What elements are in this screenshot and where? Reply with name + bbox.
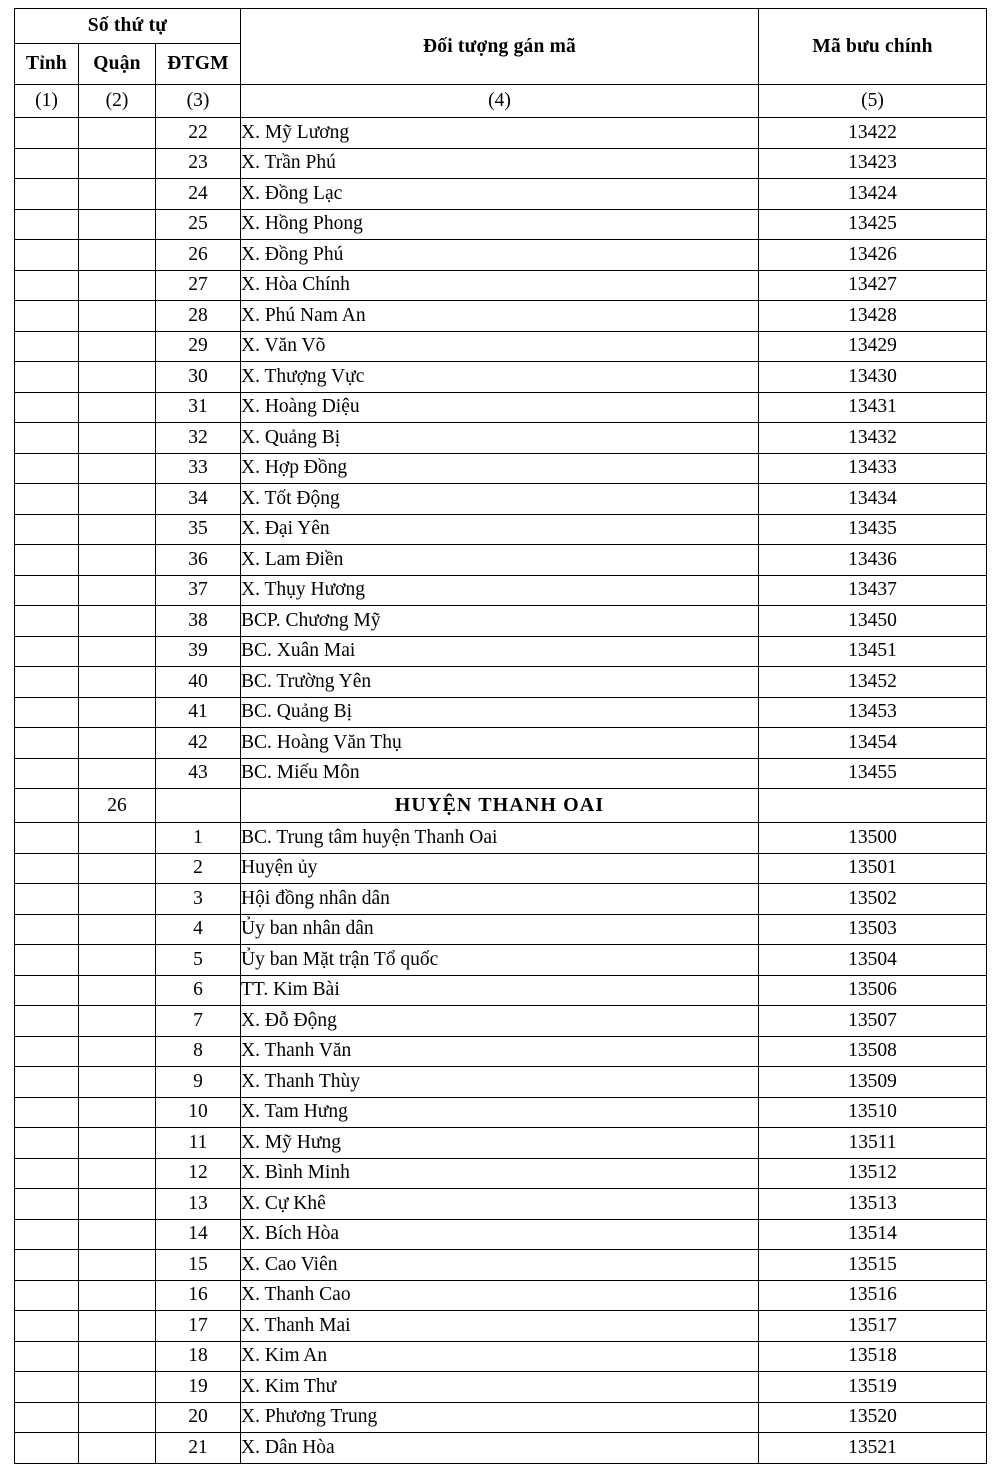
cell-quan xyxy=(79,392,156,423)
table-row xyxy=(15,884,987,915)
cell-code: 13433 xyxy=(759,453,987,484)
cell-dtgm: 6 xyxy=(156,975,241,1006)
cell-object: X. Mỹ Lương xyxy=(241,118,759,149)
cell-dtgm: 24 xyxy=(156,179,241,210)
table-row xyxy=(15,606,987,637)
cell-quan xyxy=(79,270,156,301)
cell-tinh xyxy=(15,636,79,667)
cell-code: 13432 xyxy=(759,423,987,454)
cell-object: X. Phú Nam An xyxy=(241,301,759,332)
table-row xyxy=(15,636,987,667)
cell-tinh xyxy=(15,209,79,240)
cell-tinh xyxy=(15,1067,79,1098)
cell-code: 13430 xyxy=(759,362,987,393)
cell-quan xyxy=(79,331,156,362)
cell-object: BC. Trường Yên xyxy=(241,667,759,698)
cell-object: BCP. Chương Mỹ xyxy=(241,606,759,637)
cell-code: 13516 xyxy=(759,1280,987,1311)
cell-dtgm: 2 xyxy=(156,853,241,884)
cell-code: 13512 xyxy=(759,1158,987,1189)
cell-object: X. Lam Điền xyxy=(241,545,759,576)
cell-quan xyxy=(79,514,156,545)
cell-quan xyxy=(79,301,156,332)
cell-tinh xyxy=(15,945,79,976)
cell-dtgm: 12 xyxy=(156,1158,241,1189)
cell-object: Ủy ban nhân dân xyxy=(241,914,759,945)
cell-dtgm: 8 xyxy=(156,1036,241,1067)
cell-code: 13515 xyxy=(759,1250,987,1281)
numbering-5: (5) xyxy=(759,85,987,118)
cell-quan xyxy=(79,179,156,210)
numbering-1: (1) xyxy=(15,85,79,118)
cell-object: HUYỆN THANH OAI xyxy=(241,789,759,823)
table-row xyxy=(15,1189,987,1220)
table-row xyxy=(15,575,987,606)
postal-code-table xyxy=(14,8,987,1464)
cell-code: 13519 xyxy=(759,1372,987,1403)
cell-dtgm: 9 xyxy=(156,1067,241,1098)
cell-code: 13509 xyxy=(759,1067,987,1098)
cell-tinh xyxy=(15,1311,79,1342)
cell-quan xyxy=(79,118,156,149)
header-doi-tuong-gan-ma: Đối tượng gán mã xyxy=(241,9,759,85)
cell-dtgm: 28 xyxy=(156,301,241,332)
cell-tinh xyxy=(15,697,79,728)
cell-tinh xyxy=(15,1036,79,1067)
cell-code: 13517 xyxy=(759,1311,987,1342)
table-row xyxy=(15,545,987,576)
cell-object: X. Bình Minh xyxy=(241,1158,759,1189)
cell-tinh xyxy=(15,575,79,606)
cell-tinh xyxy=(15,362,79,393)
cell-tinh xyxy=(15,484,79,515)
cell-object: X. Mỹ Hưng xyxy=(241,1128,759,1159)
cell-tinh xyxy=(15,606,79,637)
cell-code: 13506 xyxy=(759,975,987,1006)
cell-tinh xyxy=(15,1128,79,1159)
numbering-3: (3) xyxy=(156,85,241,118)
table-row xyxy=(15,1006,987,1037)
cell-object: X. Đại Yên xyxy=(241,514,759,545)
table-row xyxy=(15,270,987,301)
cell-code: 13514 xyxy=(759,1219,987,1250)
cell-code: 13508 xyxy=(759,1036,987,1067)
cell-quan xyxy=(79,1433,156,1464)
cell-dtgm: 33 xyxy=(156,453,241,484)
cell-quan xyxy=(79,1311,156,1342)
cell-quan xyxy=(79,1067,156,1098)
cell-dtgm: 30 xyxy=(156,362,241,393)
cell-quan xyxy=(79,240,156,271)
cell-object: X. Hợp Đồng xyxy=(241,453,759,484)
cell-quan xyxy=(79,1372,156,1403)
cell-dtgm: 3 xyxy=(156,884,241,915)
cell-object: X. Văn Võ xyxy=(241,331,759,362)
table-row xyxy=(15,331,987,362)
cell-dtgm: 36 xyxy=(156,545,241,576)
table-row xyxy=(15,240,987,271)
cell-object: X. Cao Viên xyxy=(241,1250,759,1281)
cell-tinh xyxy=(15,884,79,915)
cell-code: 13436 xyxy=(759,545,987,576)
cell-dtgm: 42 xyxy=(156,728,241,759)
cell-quan xyxy=(79,1280,156,1311)
cell-object: X. Đỗ Động xyxy=(241,1006,759,1037)
cell-object: X. Tam Hưng xyxy=(241,1097,759,1128)
cell-dtgm: 21 xyxy=(156,1433,241,1464)
cell-quan xyxy=(79,1158,156,1189)
cell-code: 13455 xyxy=(759,758,987,789)
cell-object: X. Thượng Vực xyxy=(241,362,759,393)
cell-tinh xyxy=(15,1219,79,1250)
cell-dtgm: 11 xyxy=(156,1128,241,1159)
table-row xyxy=(15,484,987,515)
cell-quan xyxy=(79,1128,156,1159)
cell-quan xyxy=(79,1097,156,1128)
cell-code: 13502 xyxy=(759,884,987,915)
cell-dtgm: 14 xyxy=(156,1219,241,1250)
cell-quan xyxy=(79,1006,156,1037)
cell-quan xyxy=(79,758,156,789)
cell-quan xyxy=(79,575,156,606)
cell-dtgm: 27 xyxy=(156,270,241,301)
cell-quan xyxy=(79,697,156,728)
cell-object: X. Bích Hòa xyxy=(241,1219,759,1250)
cell-quan xyxy=(79,423,156,454)
cell-code: 13427 xyxy=(759,270,987,301)
table-row xyxy=(15,1341,987,1372)
cell-code: 13520 xyxy=(759,1402,987,1433)
cell-tinh xyxy=(15,789,79,823)
header-group-so-thu-tu: Số thứ tự xyxy=(15,9,241,44)
cell-dtgm: 34 xyxy=(156,484,241,515)
cell-object: X. Thanh Thùy xyxy=(241,1067,759,1098)
table-row xyxy=(15,853,987,884)
cell-object: BC. Hoàng Văn Thụ xyxy=(241,728,759,759)
cell-tinh xyxy=(15,301,79,332)
table-row xyxy=(15,301,987,332)
cell-dtgm: 29 xyxy=(156,331,241,362)
cell-object: TT. Kim Bài xyxy=(241,975,759,1006)
table-row xyxy=(15,1280,987,1311)
cell-code: 13513 xyxy=(759,1189,987,1220)
cell-tinh xyxy=(15,914,79,945)
cell-object: Ủy ban Mặt trận Tổ quốc xyxy=(241,945,759,976)
cell-dtgm: 40 xyxy=(156,667,241,698)
cell-object: BC. Trung tâm huyện Thanh Oai xyxy=(241,823,759,854)
cell-object: X. Thanh Mai xyxy=(241,1311,759,1342)
cell-tinh xyxy=(15,1433,79,1464)
cell-code: 13426 xyxy=(759,240,987,271)
cell-quan xyxy=(79,945,156,976)
table-body xyxy=(15,85,987,1464)
cell-tinh xyxy=(15,1280,79,1311)
cell-tinh xyxy=(15,728,79,759)
table-row xyxy=(15,209,987,240)
cell-tinh xyxy=(15,514,79,545)
cell-code: 13503 xyxy=(759,914,987,945)
cell-tinh xyxy=(15,853,79,884)
cell-dtgm: 10 xyxy=(156,1097,241,1128)
cell-dtgm: 1 xyxy=(156,823,241,854)
cell-code: 13434 xyxy=(759,484,987,515)
cell-code: 13511 xyxy=(759,1128,987,1159)
cell-tinh xyxy=(15,423,79,454)
cell-object: BC. Quảng Bị xyxy=(241,697,759,728)
cell-tinh xyxy=(15,148,79,179)
numbering-2: (2) xyxy=(79,85,156,118)
header-row-top xyxy=(15,9,987,44)
cell-code: 13501 xyxy=(759,853,987,884)
cell-code: 13435 xyxy=(759,514,987,545)
cell-object: X. Hồng Phong xyxy=(241,209,759,240)
table-row xyxy=(15,1219,987,1250)
cell-quan xyxy=(79,606,156,637)
cell-object: X. Đồng Phú xyxy=(241,240,759,271)
cell-object: X. Đồng Lạc xyxy=(241,179,759,210)
cell-object: X. Quảng Bị xyxy=(241,423,759,454)
cell-tinh xyxy=(15,823,79,854)
header-ma-buu-chinh: Mã bưu chính xyxy=(759,9,987,85)
table-row xyxy=(15,1067,987,1098)
table-row xyxy=(15,1372,987,1403)
cell-dtgm: 18 xyxy=(156,1341,241,1372)
cell-quan xyxy=(79,545,156,576)
table-row xyxy=(15,1311,987,1342)
cell-code: 13453 xyxy=(759,697,987,728)
table-row xyxy=(15,179,987,210)
cell-tinh xyxy=(15,331,79,362)
cell-dtgm: 23 xyxy=(156,148,241,179)
cell-quan xyxy=(79,453,156,484)
cell-tinh xyxy=(15,975,79,1006)
cell-quan xyxy=(79,1219,156,1250)
table-row xyxy=(15,975,987,1006)
cell-object: X. Thụy Hương xyxy=(241,575,759,606)
cell-dtgm: 4 xyxy=(156,914,241,945)
cell-dtgm: 26 xyxy=(156,240,241,271)
cell-dtgm: 16 xyxy=(156,1280,241,1311)
cell-object: Hội đồng nhân dân xyxy=(241,884,759,915)
cell-tinh xyxy=(15,392,79,423)
table-row xyxy=(15,1250,987,1281)
cell-tinh xyxy=(15,453,79,484)
cell-code: 13429 xyxy=(759,331,987,362)
cell-code: 13425 xyxy=(759,209,987,240)
cell-dtgm: 22 xyxy=(156,118,241,149)
table-row xyxy=(15,945,987,976)
table-row xyxy=(15,1158,987,1189)
cell-tinh xyxy=(15,1250,79,1281)
cell-code: 13454 xyxy=(759,728,987,759)
cell-dtgm: 13 xyxy=(156,1189,241,1220)
cell-tinh xyxy=(15,1006,79,1037)
table-row xyxy=(15,118,987,149)
cell-code: 13500 xyxy=(759,823,987,854)
cell-object: X. Phương Trung xyxy=(241,1402,759,1433)
cell-object: X. Thanh Cao xyxy=(241,1280,759,1311)
cell-code: 13437 xyxy=(759,575,987,606)
cell-quan xyxy=(79,975,156,1006)
cell-dtgm: 5 xyxy=(156,945,241,976)
table-row xyxy=(15,1402,987,1433)
cell-dtgm: 7 xyxy=(156,1006,241,1037)
table-row xyxy=(15,667,987,698)
cell-quan xyxy=(79,636,156,667)
cell-quan xyxy=(79,728,156,759)
table-row xyxy=(15,914,987,945)
cell-quan xyxy=(79,667,156,698)
cell-dtgm: 20 xyxy=(156,1402,241,1433)
header-quan: Quận xyxy=(79,44,156,85)
cell-quan xyxy=(79,914,156,945)
table-row xyxy=(15,1128,987,1159)
table-header xyxy=(15,9,987,85)
cell-tinh xyxy=(15,545,79,576)
table-row xyxy=(15,697,987,728)
cell-code: 13507 xyxy=(759,1006,987,1037)
cell-tinh xyxy=(15,1097,79,1128)
cell-quan: 26 xyxy=(79,789,156,823)
cell-object: X. Cự Khê xyxy=(241,1189,759,1220)
cell-dtgm: 15 xyxy=(156,1250,241,1281)
cell-object: X. Tốt Động xyxy=(241,484,759,515)
cell-code: 13424 xyxy=(759,179,987,210)
cell-dtgm: 31 xyxy=(156,392,241,423)
cell-quan xyxy=(79,148,156,179)
cell-code: 13452 xyxy=(759,667,987,698)
cell-tinh xyxy=(15,1158,79,1189)
cell-quan xyxy=(79,1341,156,1372)
cell-tinh xyxy=(15,758,79,789)
cell-code: 13450 xyxy=(759,606,987,637)
table-section-row xyxy=(15,789,987,823)
table-row xyxy=(15,728,987,759)
table-row xyxy=(15,823,987,854)
cell-dtgm: 35 xyxy=(156,514,241,545)
cell-object: X. Hòa Chính xyxy=(241,270,759,301)
cell-quan xyxy=(79,1402,156,1433)
cell-dtgm: 19 xyxy=(156,1372,241,1403)
cell-quan xyxy=(79,1036,156,1067)
cell-dtgm: 39 xyxy=(156,636,241,667)
cell-dtgm: 17 xyxy=(156,1311,241,1342)
cell-quan xyxy=(79,362,156,393)
table-row xyxy=(15,362,987,393)
table-row xyxy=(15,392,987,423)
cell-quan xyxy=(79,853,156,884)
cell-object: X. Kim Thư xyxy=(241,1372,759,1403)
table-row xyxy=(15,1036,987,1067)
cell-code: 13504 xyxy=(759,945,987,976)
cell-tinh xyxy=(15,1402,79,1433)
cell-tinh xyxy=(15,1372,79,1403)
cell-code: 13521 xyxy=(759,1433,987,1464)
cell-dtgm: 25 xyxy=(156,209,241,240)
cell-quan xyxy=(79,1250,156,1281)
cell-tinh xyxy=(15,1341,79,1372)
cell-quan xyxy=(79,484,156,515)
cell-dtgm xyxy=(156,789,241,823)
cell-code: 13510 xyxy=(759,1097,987,1128)
cell-object: X. Thanh Văn xyxy=(241,1036,759,1067)
cell-object: X. Kim An xyxy=(241,1341,759,1372)
cell-object: X. Trần Phú xyxy=(241,148,759,179)
cell-quan xyxy=(79,823,156,854)
table-row xyxy=(15,453,987,484)
cell-tinh xyxy=(15,270,79,301)
column-numbering-row xyxy=(15,85,987,118)
numbering-4: (4) xyxy=(241,85,759,118)
table-row xyxy=(15,423,987,454)
cell-tinh xyxy=(15,667,79,698)
table-row xyxy=(15,1097,987,1128)
table-row xyxy=(15,148,987,179)
cell-code: 13428 xyxy=(759,301,987,332)
header-dtgm: ĐTGM xyxy=(156,44,241,85)
cell-tinh xyxy=(15,240,79,271)
cell-dtgm: 43 xyxy=(156,758,241,789)
cell-code: 13518 xyxy=(759,1341,987,1372)
table-row xyxy=(15,758,987,789)
cell-code: 13451 xyxy=(759,636,987,667)
cell-object: X. Hoàng Diệu xyxy=(241,392,759,423)
table-row xyxy=(15,514,987,545)
cell-object: X. Dân Hòa xyxy=(241,1433,759,1464)
cell-object: BC. Miếu Môn xyxy=(241,758,759,789)
cell-quan xyxy=(79,884,156,915)
table-row xyxy=(15,1433,987,1464)
cell-code: 13423 xyxy=(759,148,987,179)
cell-dtgm: 41 xyxy=(156,697,241,728)
cell-quan xyxy=(79,209,156,240)
cell-code: 13422 xyxy=(759,118,987,149)
cell-code xyxy=(759,789,987,823)
cell-dtgm: 38 xyxy=(156,606,241,637)
cell-dtgm: 32 xyxy=(156,423,241,454)
cell-object: BC. Xuân Mai xyxy=(241,636,759,667)
cell-code: 13431 xyxy=(759,392,987,423)
cell-quan xyxy=(79,1189,156,1220)
cell-tinh xyxy=(15,1189,79,1220)
cell-dtgm: 37 xyxy=(156,575,241,606)
cell-tinh xyxy=(15,118,79,149)
cell-tinh xyxy=(15,179,79,210)
cell-object: Huyện ủy xyxy=(241,853,759,884)
header-tinh: Tỉnh xyxy=(15,44,79,85)
